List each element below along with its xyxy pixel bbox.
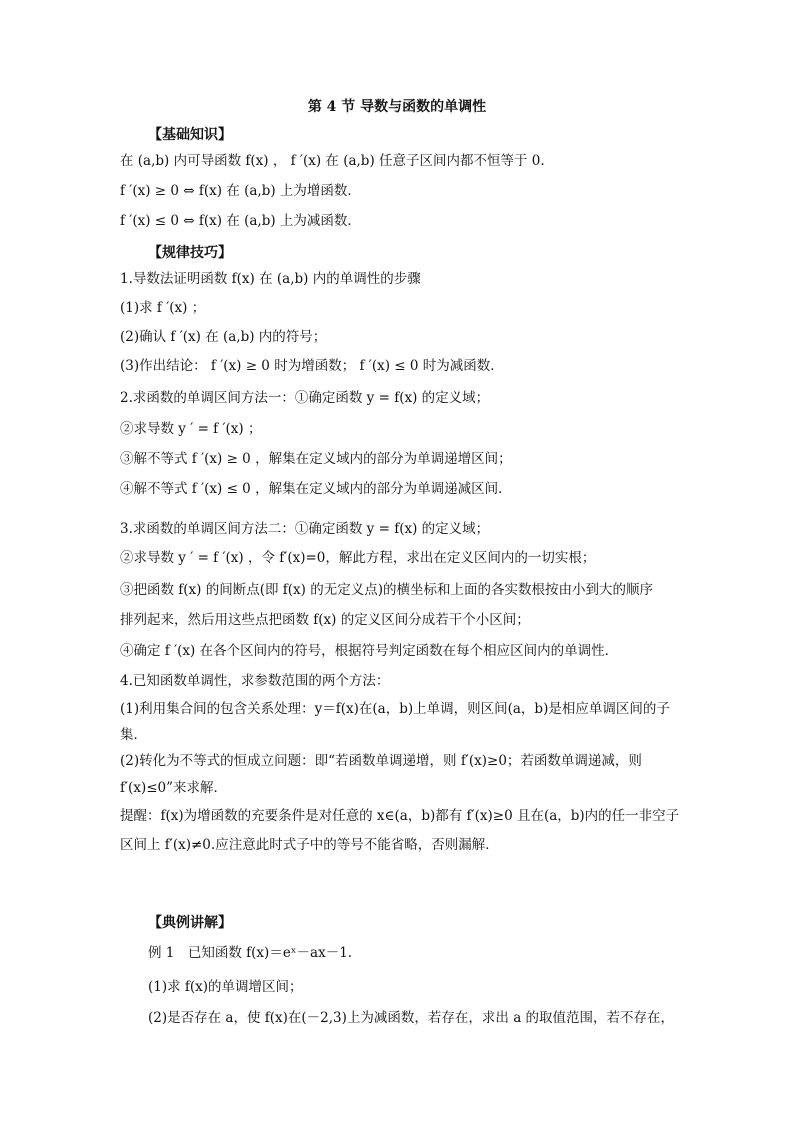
text-line: (2)确认 f ′(x) 在 (a,b) 内的符号； [120,329,327,345]
text-line: 4.已知函数单调性，求参数范围的两个方法： [120,673,390,689]
text-line: (1)求 f ′(x) ； [120,300,206,316]
text-line: 3.求函数的单调区间方法二：①确定函数 y = f(x) 的定义域； [120,521,490,537]
text-line: ②求导数 y ′ = f ′(x) ； [120,421,262,437]
text-line: f ′(x) ≥ 0 ⇔ f(x) 在 (a,b) 上为增函数． [120,183,361,199]
text-line: f′(x)≤0”来求解． [120,780,228,796]
text-line: ④确定 f ′(x) 在各个区间内的符号，根据符号判定函数在每个相应区间内的单调性． [120,643,619,659]
section-examples: 【典例讲解】 [148,915,232,931]
text-line: 1.导数法证明函数 f(x) 在 (a,b) 内的单调性的步骤 [120,271,421,287]
text-line: ③把函数 f(x) 的间断点(即 f(x) 的无定义点)的横坐标和上面的各实数根按由小到大的顺序 [120,582,653,598]
text-line: 提醒：f(x)为增函数的充要条件是对任意的 x∈(a，b)都有 f′(x)≥0 且在(a，b)内的任一非空子 [120,808,680,824]
example-line: 例 1 已知函数 f(x)＝eˣ－ax－1. [148,945,353,961]
text-line: 在 (a,b) 内可导函数 f(x) ， f ′(x) 在 (a,b) 任意子区间内都不恒等于 0. [120,153,545,169]
text-line: ④解不等式 f ′(x) ≤ 0 ，解集在定义域内的部分为单调递减区间． [120,481,512,497]
text-line: ②求导数 y ′ = f ′(x) ，令 f′(x)=0，解此方程，求出在定义区间内的一切实根； [120,550,596,566]
text-line: (1)利用集合间的包含关系处理：y＝f(x)在(a，b)上单调，则区间(a，b)是相应单调区间的子 [120,701,670,717]
text-line: f ′(x) ≤ 0 ⇔ f(x) 在 (a,b) 上为减函数． [120,213,361,229]
text-line: 排列起来，然后用这些点把函数 f(x) 的定义区间分成若干个小区间； [120,612,530,628]
text-line: (2)转化为不等式的恒成立问题：即“若函数单调递增，则 f′(x)≥0；若函数单调递减，则 [120,753,642,769]
text-line: 区间上 f′(x)≠0.应注意此时式子中的等号不能省略，否则漏解． [120,837,499,853]
text-line: 集． [120,727,147,743]
text-line: 2.求函数的单调区间方法一：①确定函数 y = f(x) 的定义域； [120,390,490,406]
example-line: (1)求 f(x)的单调增区间； [148,979,303,995]
section-tips: 【规律技巧】 [148,245,232,261]
text-line: ③解不等式 f ′(x) ≥ 0 ，解集在定义域内的部分为单调递增区间； [120,451,512,467]
example-line: (2)是否存在 a，使 f(x)在(－2,3)上为减函数，若存在，求出 a 的取值范围，若不存在， [148,1010,675,1026]
section-basic-knowledge: 【基础知识】 [148,127,232,143]
text-line: (3)作出结论： f ′(x) ≥ 0 时为增函数； f ′(x) ≤ 0 时为减函数． [120,358,504,374]
page-title: 第 4 节 导数与函数的单调性 [307,99,487,115]
